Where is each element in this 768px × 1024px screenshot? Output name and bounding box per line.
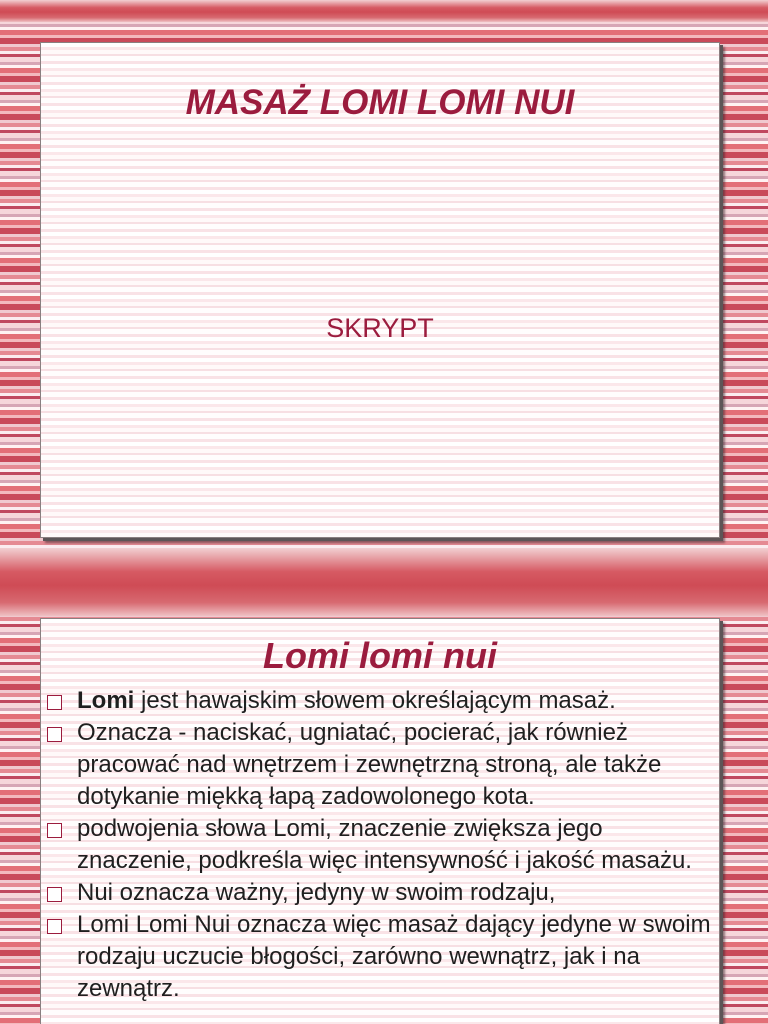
hollow-square-icon xyxy=(47,727,62,742)
bullet-text: jest hawajskim słowem określającym masaż. xyxy=(134,687,616,714)
slide-2-title: Lomi lomi nui xyxy=(263,635,497,676)
hollow-square-icon xyxy=(47,887,62,902)
hollow-square-icon xyxy=(47,823,62,838)
hollow-square-icon xyxy=(47,919,62,934)
hollow-square-icon xyxy=(47,695,62,710)
slide-1 xyxy=(40,42,720,538)
slide-1-title: MASAŻ LOMI LOMI NUI xyxy=(185,83,575,122)
bullet-item xyxy=(45,717,715,813)
bullet-item xyxy=(45,877,715,909)
background-band-middle xyxy=(0,548,768,616)
slide-2 xyxy=(40,618,720,1024)
bullet-list xyxy=(45,685,715,1005)
bullet-item xyxy=(45,685,715,717)
bullet-text: Oznacza - naciskać, ugniatać, pocierać, jak również pracować nad wnętrzem i zewnętrzną stroną, ale także dotykanie miękką łapą zadowolonego kota. xyxy=(77,719,662,810)
slide-1-subtitle: SKRYPT xyxy=(326,313,434,343)
bullet-text: Lomi Lomi Nui oznacza więc masaż dający jedyne w swoim rodzaju uczucie błogości, zarówno wewnątrz, jak i na zewnątrz. xyxy=(77,911,711,1002)
background-band-top xyxy=(0,0,768,22)
bullet-item xyxy=(45,909,715,1005)
bullet-text: Nui oznacza ważny, jedyny w swoim rodzaju, xyxy=(77,879,556,906)
bullet-bold-lead: Lomi xyxy=(77,687,135,714)
bullet-text: podwojenia słowa Lomi, znaczenie zwiększa jego znaczenie, podkreśla więc intensywność i jakość masażu. xyxy=(77,815,692,874)
bullet-item xyxy=(45,813,715,877)
